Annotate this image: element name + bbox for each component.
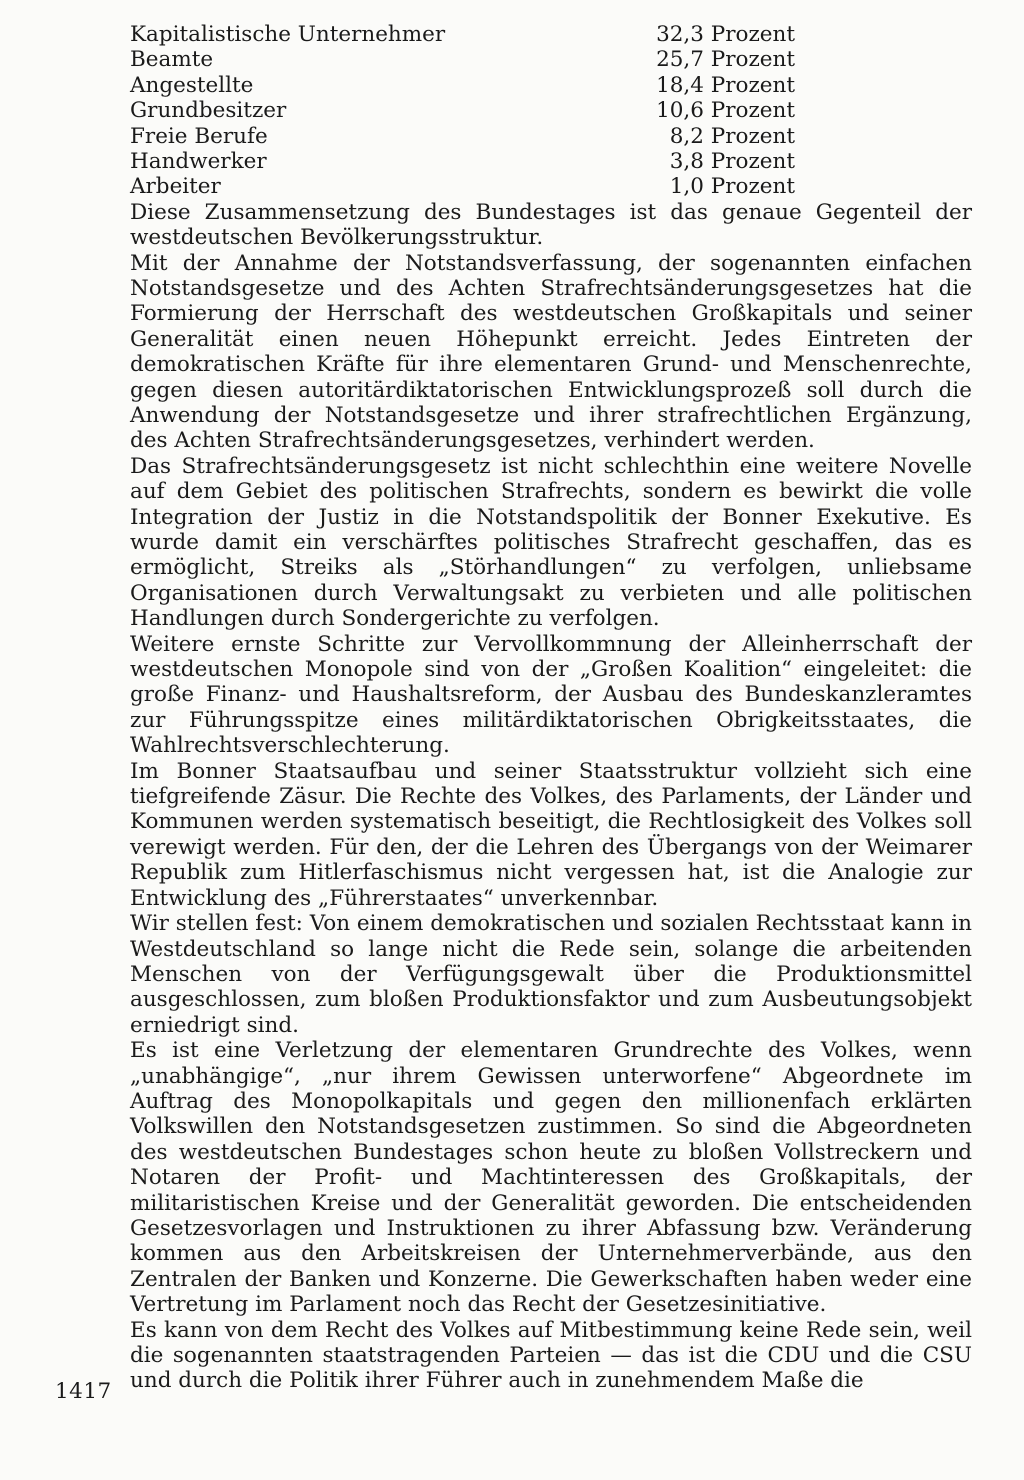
- statistics-value: 3,8 Prozent: [669, 148, 795, 174]
- statistics-label: Beamte: [130, 47, 214, 73]
- statistics-list: [130, 22, 795, 200]
- paragraph: Wir stellen fest: Von einem demokratischen und sozialen Rechtsstaat kann in Westdeutschland so lange nicht die Rede sein, solange die arbeitenden Menschen von der Verfügungsgewalt über die Produktionsmittel ausgeschlossen, zum bloßen Produktionsfaktor und zum Ausbeutungsobjekt erniedrigt sind.: [130, 911, 972, 1038]
- paragraph: Mit der Annahme der Notstandsverfassung, der sogenannten einfachen Notstandsgesetze und des Achten Strafrechtsänderungsgesetzes hat die Formierung der Herrschaft des westdeutschen Großkapitals und seiner Generalität einen neuen Höhepunkt erreicht. Jedes Eintreten der demokratischen Kräfte für ihre elementaren Grund- und Menschenrechte, gegen diesen autoritärdiktatorischen Entwicklungsprozeß soll durch die Anwendung der Notstandsgesetze und ihrer strafrechtlichen Ergänzung, des Achten Strafrechtsänderungsgesetzes, verhindert werden.: [130, 250, 972, 454]
- paragraph: Im Bonner Staatsaufbau und seiner Staatsstruktur vollzieht sich eine tiefgreifende Zäsur. Die Rechte des Volkes, des Parlaments, der Länder und Kommunen werden systematisch beseitigt, die Rechtlosigkeit des Volkes soll verewigt werden. Für den, der die Lehren des Übergangs von der Weimarer Republik zum Hitlerfaschismus nicht vergessen hat, ist die Analogie zur Entwicklung des „Führerstaates“ unverkennbar.: [130, 758, 972, 911]
- paragraph: Es ist eine Verletzung der elementaren Grundrechte des Volkes, wenn „unabhängige“, „nur ihrem Gewissen unterworfene“ Abgeordnete im Auftrag des Monopolkapitals und gegen den millionenfach erklärten Volkswillen den Notstandsgesetzen zustimmen. So sind die Abgeordneten des westdeutschen Bundestages schon heute zu bloßen Vollstreckern und Notaren der Profit- und Machtinteressen des Großkapitals, der militaristischen Kreise und der Generalität geworden. Die entscheidenden Gesetzesvorlagen und Instruktionen zu ihrer Abfassung bzw. Veränderung kommen aus den Arbeitskreisen der Unternehmerverbände, aus den Zentralen der Banken und Konzerne. Die Gewerkschaften haben weder eine Vertretung im Parlament noch das Recht der Gesetzesinitiative.: [130, 1038, 972, 1318]
- statistics-label: Handwerker: [130, 148, 267, 174]
- statistics-value: 1,0 Prozent: [669, 174, 795, 200]
- statistics-value: 8,2 Prozent: [669, 123, 795, 149]
- statistics-row: [130, 149, 795, 174]
- page-number: 1417: [55, 1379, 112, 1404]
- statistics-row: [130, 174, 795, 199]
- paragraph: Das Strafrechtsänderungsgesetz ist nicht schlechthin eine weitere Novelle auf dem Gebiet des politischen Strafrechts, sondern es bewirkt die volle Integration der Justiz in die Notstandspolitik der Bonner Exekutive. Es wurde damit ein verschärftes politisches Strafrecht geschaffen, das es ermöglicht, Streiks als „Störhandlungen“ zu verfolgen, unliebsame Organisationen durch Verwaltungsakt zu verbieten und alle politischen Handlungen durch Sondergerichte zu verfolgen.: [130, 453, 972, 632]
- body-text: [130, 200, 972, 1394]
- statistics-label: Arbeiter: [130, 174, 221, 200]
- statistics-value: 25,7 Prozent: [656, 47, 795, 73]
- statistics-label: Kapitalistische Unternehmer: [130, 22, 446, 47]
- statistics-value: 32,3 Prozent: [656, 22, 795, 47]
- paragraph: Diese Zusammensetzung des Bundestages ist das genaue Gegenteil der westdeutschen Bevölkerungsstruktur.: [130, 199, 972, 251]
- statistics-value: 10,6 Prozent: [656, 98, 795, 124]
- statistics-row: [130, 124, 795, 149]
- statistics-row: [130, 98, 795, 123]
- statistics-label: Freie Berufe: [130, 123, 268, 149]
- statistics-row: [130, 73, 795, 98]
- statistics-value: 18,4 Prozent: [656, 72, 795, 98]
- statistics-label: Grundbesitzer: [130, 98, 287, 124]
- statistics-row: [130, 22, 795, 47]
- paragraph: Es kann von dem Recht des Volkes auf Mitbestimmung keine Rede sein, weil die sogenannten staatstragenden Parteien — das ist die CDU und die CSU und durch die Politik ihrer Führer auch in zunehmendem Maße die: [130, 1317, 972, 1394]
- statistics-row: [130, 47, 795, 72]
- statistics-label: Angestellte: [130, 72, 254, 98]
- paragraph: Weitere ernste Schritte zur Vervollkommnung der Alleinherrschaft der westdeutschen Monopole sind von der „Großen Koalition“ eingeleitet: die große Finanz- und Haushaltsreform, der Ausbau des Bundeskanzleramtes zur Führungsspitze eines militärdiktatorischen Obrigkeitsstaates, die Wahlrechtsverschlechterung.: [130, 631, 972, 759]
- page-content: [130, 22, 972, 1394]
